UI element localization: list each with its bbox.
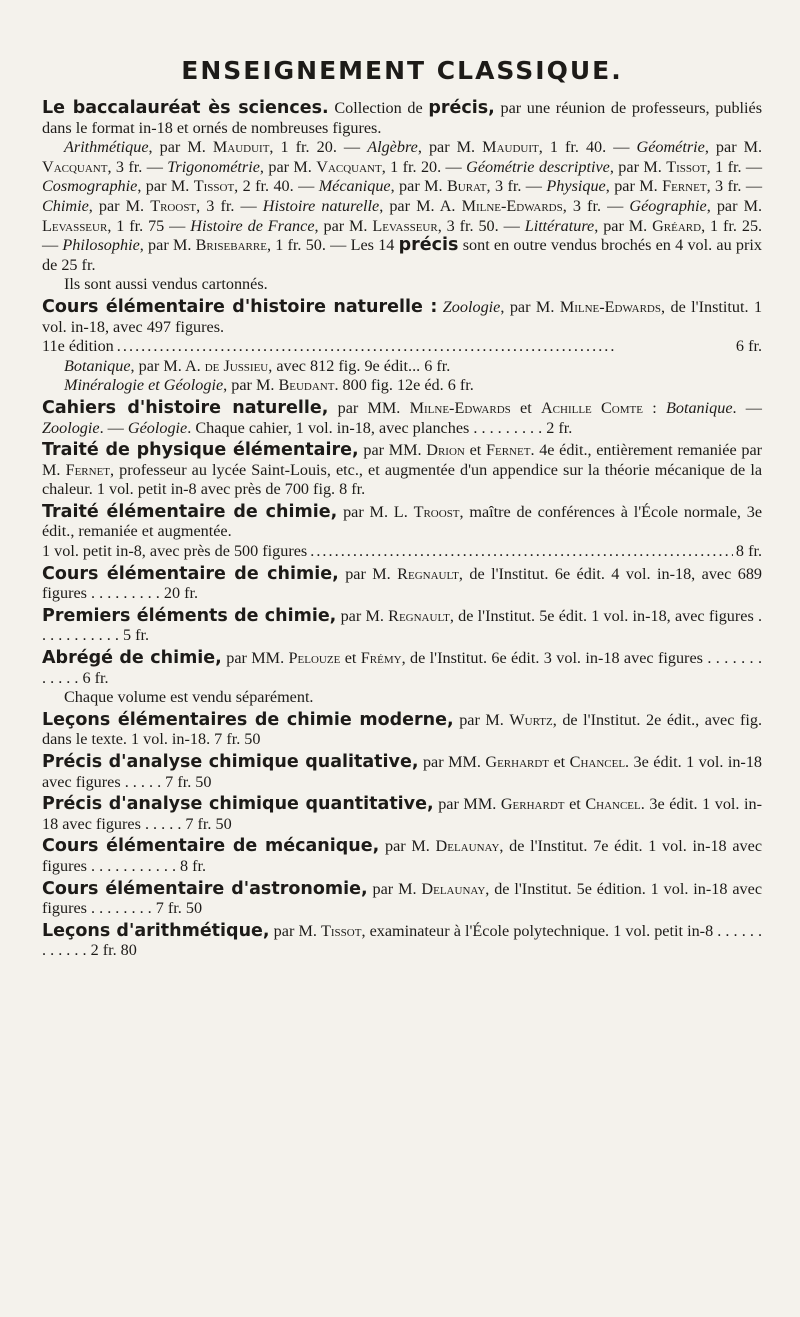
entry-title: Cours élémentaire de chimie, <box>42 563 339 584</box>
catalog-entry-analyse-qualitative: Précis d'analyse chimique qualitative, par MM. Gerhardt et Chancel. 3e édit. 1 vol. in-18 avec figures . . . . . 7 fr. 50 <box>42 752 763 791</box>
catalog-entry-analyse-quantitative: Précis d'analyse chimique quantitative, par MM. Gerhardt et Chancel. 3e édit. 1 vol. in-18 avec figures . . . . . 7 fr. 50 <box>42 794 763 833</box>
entry-title: Traité élémentaire de chimie, <box>42 501 338 522</box>
catalog-entry-mecanique: Cours élémentaire de mécanique, par M. Delaunay, de l'Institut. 7e édit. 1 vol. in-18 avec figures . . . . . . . . . . . 8 fr. <box>42 836 763 875</box>
entry-title: Précis d'analyse chimique qualitative, <box>42 752 419 772</box>
entry-contents: Arithmétique, par M. Mauduit, 1 fr. 20. — Algèbre, par M. Mauduit, 1 fr. 40. — Géométrie, par M. Vacquant, 3 fr. — Trigonométrie, par M. Vacquant, 1 fr. 20. — Géométrie descriptive, par M. Tissot, 1 fr. — Cosmographie, par M. Tissot, 2 fr. 40. — Mécanique, par M. Burat, 3 fr. — Physique, par M. Fernet, 3 fr. — Chimie, par M. Troost, 3 fr. — Histoire naturelle, par M. A. Milne-Edwards, 3 fr. — Géographie, par M. Levasseur, 1 fr. 75 — Histoire de France, par M. Levasseur, 3 fr. 50. — Littérature, par M. Gréard, 1 fr. 25. — Philosophie, par M. Brisebarre, 1 fr. 50. — Les 14 précis sont en outre vendus brochés en 4 vol. au prix de 25 fr. <box>42 138 763 274</box>
price: 7 fr. 50 <box>155 899 203 918</box>
entry-title: Cours élémentaire d'astronomie, <box>42 878 368 899</box>
entry-note: Ils sont aussi vendus cartonnés. <box>64 275 268 294</box>
entry-title: Abrégé de chimie, <box>42 648 222 669</box>
price: 6 fr. <box>735 337 762 356</box>
entry-description: Le baccalauréat ès sciences. Collection de précis, par une réunion de professeurs, publiés dans le format in-18 et ornés de nombreuses figures. <box>42 98 763 137</box>
page-title: ENSEIGNEMENT CLASSIQUE. <box>181 56 623 85</box>
entry-title: Premiers éléments de chimie, <box>42 605 337 626</box>
catalog-entry-cours-chimie: Cours élémentaire de chimie, par M. Regnault, de l'Institut. 6e édit. 4 vol. in-18, avec 689 figures . . . . . . . . . 20 fr. <box>42 563 763 603</box>
catalog-entry-cahiers: Cahiers d'histoire naturelle, par MM. Milne-Edwards et Achille Comte : Botanique. — Zoologie. — Géologie. Chaque cahier, 1 vol. in-18, avec planches . . . . . . . . . 2 fr. <box>42 397 762 437</box>
catalog-entry-histoire-naturelle: Cours élémentaire d'histoire naturelle : Zoologie, par M. Milne-Edwards, de l'Institut. 1 vol. in-18, avec 497 figures. 11e édition . . . 6 fr. Botanique, par M. A. de Jussieu, avec 812 fig. 9e édit... 6 fr. Minéralogie et Géologie, par M. Beudant. 800 fig. 12e éd. 6 fr. <box>42 298 762 396</box>
catalog-entry-abrege-chimie: Abrégé de chimie, par MM. Pelouze et Frémy, de l'Institut. 6e édit. 3 vol. in-18 avec figures . . . . . . . . . . . . 6 fr. Chaque volume est vendu séparément. <box>42 648 762 707</box>
entry-title: Leçons élémentaires de chimie moderne, <box>42 709 454 730</box>
catalog-entry-arithmetique: Leçons d'arithmétique, par M. Tissot, examinateur à l'École polytechnique. 1 vol. petit in-8 . . . . . . . . . . . . 2 fr. 80 <box>42 920 763 960</box>
price: 2 fr. 80 <box>90 941 137 960</box>
price: 5 fr. <box>122 626 150 645</box>
price: 6 fr. <box>82 668 109 687</box>
catalog-entry-premiers-elements: Premiers éléments de chimie, par M. Regnault, de l'Institut. 5e édit. 1 vol. in-18, avec figures . . . . . . . . . . . 5 fr. <box>42 605 763 645</box>
price: 7 fr. 50 <box>165 772 212 791</box>
catalog-entry-chimie-moderne: Leçons élémentaires de chimie moderne, par M. Wurtz, de l'Institut. 2e édit., avec fig. dans le texte. 1 vol. in-18. 7 fr. 50 <box>42 709 762 749</box>
price: 8 fr. <box>180 856 207 875</box>
entry-title: Le baccalauréat ès sciences. <box>42 98 329 118</box>
price: 7 fr. 50 <box>185 814 232 833</box>
price: 8 fr. <box>735 542 762 561</box>
catalog-entry-baccalaureat <box>42 99 762 295</box>
catalog-entry-traite-chimie: Traité élémentaire de chimie, par M. L. Troost, maître de conférences à l'École normale, 3e édit., remaniée et augmentée. 1 vol. petit in-8, avec près de 500 figures . . . 8 fr. <box>42 503 762 562</box>
catalog-entry-physique: Traité de physique élémentaire, par MM. Drion et Fernet. 4e édit., entièrement remaniée par M. Fernet, professeur au lycée Saint-Louis, etc., et augmentée d'un appendice sur la théorie mécanique de la chaleur. 1 vol. petit in-8 avec près de 700 fig. 8 fr. <box>42 440 763 499</box>
entry-title: Cahiers d'histoire naturelle, <box>42 397 329 418</box>
entry-title: Cours élémentaire de mécanique, <box>42 836 380 857</box>
entry-title: Précis d'analyse chimique quantitative, <box>42 794 434 815</box>
entry-price-line: 11e édition . . . 6 fr. <box>42 337 762 357</box>
catalog-entry-astronomie: Cours élémentaire d'astronomie, par M. Delaunay, de l'Institut. 5e édition. 1 vol. in-18 avec figures . . . . . . . . 7 fr. 50 <box>42 878 763 918</box>
price: 2 fr. <box>546 418 573 437</box>
entry-title: Traité de physique élémentaire, <box>42 440 359 461</box>
entry-title: Leçons d'arithmétique, <box>42 920 270 941</box>
entry-title: Cours élémentaire d'histoire naturelle : <box>42 296 438 317</box>
price: 20 fr. <box>163 584 199 603</box>
